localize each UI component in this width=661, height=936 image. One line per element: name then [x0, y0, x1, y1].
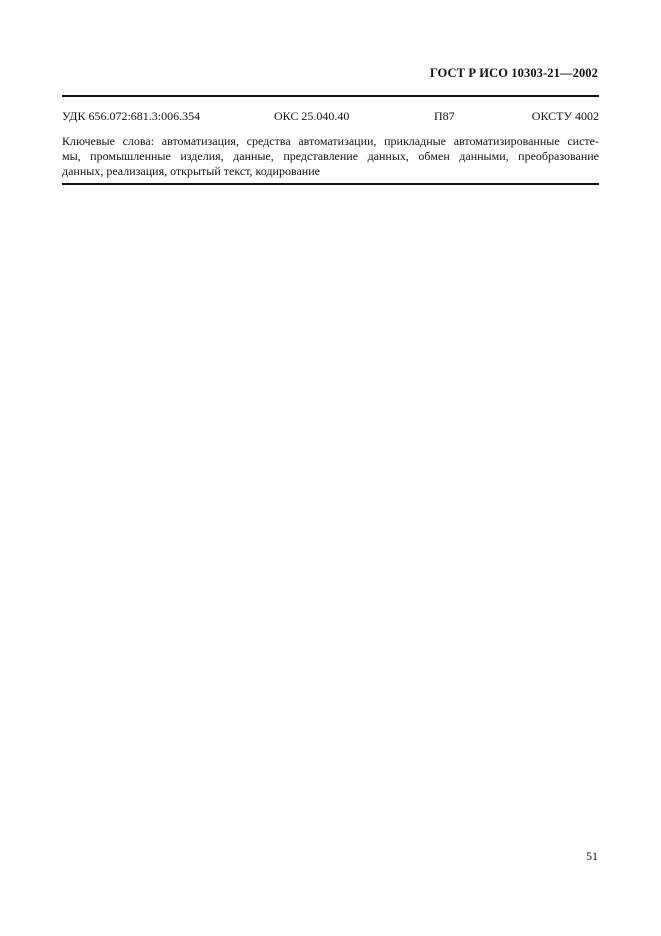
keywords-paragraph: [62, 134, 599, 179]
oks-code: ОКС 25.040.40: [274, 109, 350, 123]
keywords-line: данных, реализация, открытый текст, кодирование: [62, 164, 320, 178]
page-number: 51: [586, 849, 598, 863]
top-divider: [62, 95, 599, 97]
keywords-line: Ключевые слова: автоматизация, средства автоматизации, прикладные автоматизированные систе-: [62, 134, 599, 148]
group-code: П87: [434, 109, 455, 123]
bottom-divider: [62, 183, 599, 185]
okstu-code: ОКСТУ 4002: [531, 109, 599, 123]
document-standard-code: ГОСТ Р ИСО 10303-21—2002: [429, 66, 598, 80]
udk-code: УДК 656.072:681.3:006.354: [62, 109, 201, 123]
keywords-line: мы, промышленные изделия, данные, представление данных, обмен данными, преобразование: [62, 149, 599, 163]
classification-row: [62, 109, 599, 125]
